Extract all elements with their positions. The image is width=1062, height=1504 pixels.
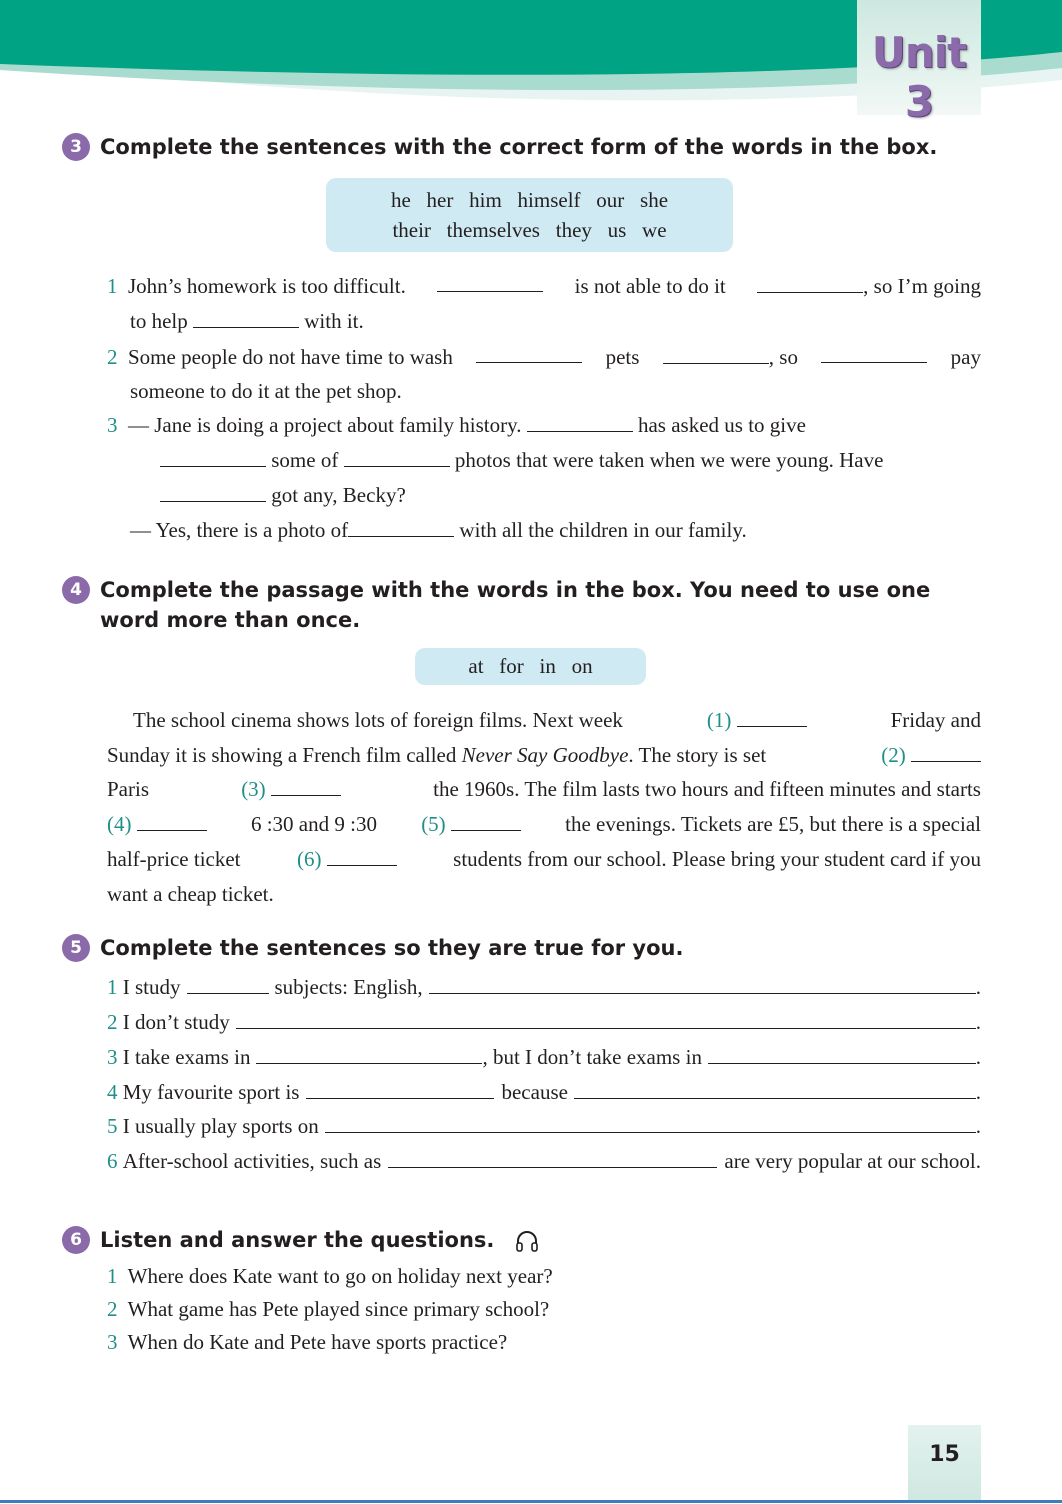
word-box-row: at for in on xyxy=(468,654,593,678)
gap-number: (3) xyxy=(241,777,266,801)
item-text: , so I’m going xyxy=(863,274,981,298)
item-text: Some people do not have time to wash xyxy=(128,345,453,369)
passage-line xyxy=(107,809,981,839)
answer-blank[interactable] xyxy=(429,973,976,994)
item-text: photos that were taken when we were young. Have xyxy=(454,448,884,472)
exercise-4-heading xyxy=(62,575,940,635)
item-text: I study xyxy=(122,975,181,999)
list-item-continued xyxy=(160,445,883,475)
answer-blank[interactable] xyxy=(160,446,266,467)
gap-number: (1) xyxy=(706,708,732,732)
item-number: 1 xyxy=(107,975,118,999)
passage-text: half-price ticket xyxy=(107,847,241,871)
item-number: 6 xyxy=(107,1149,118,1173)
question-text: Where does Kate want to go on holiday next year? xyxy=(127,1264,553,1288)
exercise-instruction: Complete the sentences with the correct form of the words in the box. xyxy=(100,135,938,159)
item-text: — Jane is doing a project about family history. xyxy=(128,413,522,437)
list-item xyxy=(107,1146,981,1176)
passage-text: Friday and xyxy=(890,708,981,732)
exercise-5-heading xyxy=(62,933,960,963)
passage-text: the evenings. Tickets are £5, but there is a special xyxy=(565,812,981,836)
list-item: 1 I study subjects: English, . xyxy=(107,972,981,1002)
passage-text: 6 :30 and 9 :30 xyxy=(250,812,377,836)
item-text: got any, Becky? xyxy=(271,483,406,507)
item-text: , but I don’t take exams in xyxy=(482,1045,702,1069)
list-item: 2 I don’t study . xyxy=(107,1007,981,1037)
item-number: 2 xyxy=(107,1297,118,1321)
list-item-continued xyxy=(160,480,406,510)
list-item-continued xyxy=(130,515,747,545)
list-item: 5 I usually play sports on . xyxy=(107,1111,981,1141)
word-box-row: their themselves they us we xyxy=(392,218,667,242)
page-number: 15 xyxy=(929,1442,960,1467)
item-text: to help xyxy=(130,309,188,333)
list-item: 4 My favourite sport is because . xyxy=(107,1077,981,1107)
exercise-number-badge: 3 xyxy=(62,133,90,161)
item-text: I don’t study xyxy=(122,1010,230,1034)
passage-line xyxy=(107,844,981,874)
answer-blank[interactable] xyxy=(737,706,807,727)
answer-blank[interactable] xyxy=(344,446,450,467)
item-text: I take exams in xyxy=(122,1045,251,1069)
passage-text: . The story is set xyxy=(628,743,767,767)
gap-number: (2) xyxy=(881,743,906,767)
passage-text: want a cheap ticket. xyxy=(107,882,274,906)
list-item xyxy=(107,1261,553,1291)
item-text: I usually play sports on xyxy=(122,1114,319,1138)
exercise-number-badge: 6 xyxy=(62,1226,90,1254)
answer-blank[interactable] xyxy=(388,1147,717,1168)
passage-text: Sunday it is showing a French film called xyxy=(107,743,457,767)
passage-text: The school cinema shows lots of foreign films. Next week xyxy=(133,708,623,732)
answer-blank[interactable] xyxy=(476,342,582,363)
exercise-instruction: Listen and answer the questions. xyxy=(100,1228,495,1252)
item-text: because xyxy=(501,1080,568,1104)
passage-text: Paris xyxy=(107,777,149,801)
exercise-instruction: Complete the passage with the words in the box. You need to use one word more than once. xyxy=(100,578,931,632)
exercise-number-badge: 4 xyxy=(62,576,90,604)
passage-line xyxy=(107,774,981,804)
list-item xyxy=(107,410,806,440)
item-text: — Yes, there is a photo of xyxy=(130,518,349,542)
answer-blank[interactable] xyxy=(306,1078,494,1099)
item-number: 1 xyxy=(107,1264,118,1288)
gap-number: (6) xyxy=(296,847,322,871)
answer-blank[interactable] xyxy=(821,342,927,363)
item-number: 2 xyxy=(107,1010,118,1034)
item-text: are very popular at our school. xyxy=(724,1149,981,1173)
exercise-3-heading xyxy=(62,132,960,162)
answer-blank[interactable] xyxy=(187,973,269,994)
answer-blank[interactable] xyxy=(437,271,543,292)
headphones-icon[interactable] xyxy=(514,1228,540,1254)
answer-blank[interactable] xyxy=(137,810,207,831)
item-text: has asked us to give xyxy=(637,413,806,437)
answer-blank[interactable] xyxy=(574,1078,976,1099)
answer-blank[interactable] xyxy=(451,810,521,831)
item-text: , so xyxy=(768,345,798,369)
answer-blank[interactable] xyxy=(327,845,397,866)
list-item-continued xyxy=(130,306,364,336)
answer-blank[interactable] xyxy=(271,775,341,796)
item-number: 5 xyxy=(107,1114,118,1138)
gap-number: (4) xyxy=(107,812,132,836)
list-item: 3 I take exams in , but I don’t take exams in . xyxy=(107,1042,981,1072)
question-text: What game has Pete played since primary school? xyxy=(127,1297,550,1321)
answer-blank[interactable] xyxy=(236,1008,976,1029)
item-number: 4 xyxy=(107,1080,118,1104)
answer-blank[interactable] xyxy=(193,307,299,328)
bottom-rule xyxy=(0,1500,1062,1503)
list-item xyxy=(107,1327,507,1357)
item-number: 1 xyxy=(107,274,118,298)
list-item xyxy=(107,342,981,372)
word-box-row: he her him himself our she xyxy=(390,188,669,212)
exercise-instruction: Complete the sentences so they are true for you. xyxy=(100,936,684,960)
passage-line xyxy=(107,740,981,770)
word-box xyxy=(326,178,733,252)
passage-line xyxy=(133,705,981,735)
word-box xyxy=(415,648,646,685)
exercise-6-heading xyxy=(62,1225,540,1255)
item-text: someone to do it at the pet shop. xyxy=(130,379,402,403)
item-text: John’s homework is too difficult. xyxy=(128,274,406,298)
item-text: subjects: English, xyxy=(274,975,423,999)
passage-text: students from our school. Please bring your student card if you xyxy=(453,847,981,871)
film-title: Never Say Goodbye xyxy=(461,743,629,767)
answer-blank[interactable] xyxy=(325,1112,976,1133)
list-item xyxy=(107,1294,549,1324)
answer-blank[interactable] xyxy=(256,1043,482,1064)
item-text: some of xyxy=(271,448,339,472)
answer-blank[interactable] xyxy=(757,272,863,293)
item-number: 3 xyxy=(107,1045,118,1069)
answer-blank[interactable] xyxy=(160,481,266,502)
list-item xyxy=(107,271,981,301)
answer-blank[interactable] xyxy=(527,411,633,432)
item-text: My favourite sport is xyxy=(122,1080,300,1104)
exercise-number-badge: 5 xyxy=(62,934,90,962)
item-number: 2 xyxy=(107,345,118,369)
item-text: After-school activities, such as xyxy=(122,1149,382,1173)
item-text: with all the children in our family. xyxy=(459,518,747,542)
item-text: pets xyxy=(605,345,640,369)
answer-blank[interactable] xyxy=(663,343,769,364)
passage-text: the 1960s. The film lasts two hours and fifteen minutes and starts xyxy=(433,777,981,801)
answer-blank[interactable] xyxy=(348,516,454,537)
question-text: When do Kate and Pete have sports practice? xyxy=(127,1330,508,1354)
gap-number: (5) xyxy=(421,812,446,836)
item-text: pay xyxy=(950,345,981,369)
answer-blank[interactable] xyxy=(911,741,981,762)
item-number: 3 xyxy=(107,1330,118,1354)
unit-title: Unit 3 xyxy=(871,28,967,126)
item-text: with it. xyxy=(304,309,364,333)
answer-blank[interactable] xyxy=(708,1043,976,1064)
item-text: is not able to do it xyxy=(574,274,726,298)
item-number: 3 xyxy=(107,413,118,437)
